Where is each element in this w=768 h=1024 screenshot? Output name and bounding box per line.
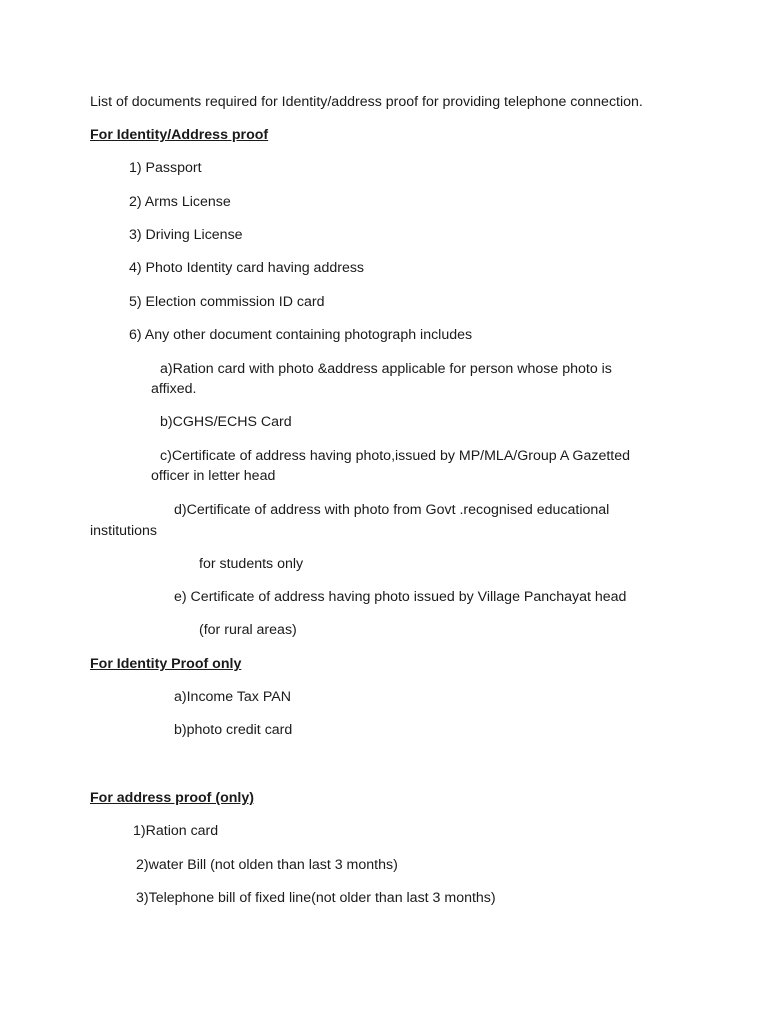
sub-item-b: b)CGHS/ECHS Card [160, 414, 292, 430]
sub-item-c: c)Certificate of address having photo,issued by MP/MLA/Group A Gazetted [160, 448, 631, 464]
list-item: 4) Photo Identity card having address [129, 260, 365, 276]
sub-item-a: a)Ration card with photo &address applicable for person whose photo is [160, 361, 612, 377]
list-item: 3) Driving License [129, 227, 243, 243]
list-item: 2) Arms License [129, 194, 231, 210]
section-heading-identity-only: For Identity Proof only [90, 656, 242, 672]
intro-text: List of documents required for Identity/address proof for providing telephone connection. [90, 94, 643, 110]
list-item: 1)Ration card [133, 823, 219, 839]
list-item: 2)water Bill (not olden than last 3 months) [136, 857, 398, 873]
list-item: a)Income Tax PAN [174, 689, 291, 705]
sub-item-a-continued: affixed. [151, 381, 197, 397]
list-item: b)photo credit card [174, 722, 293, 738]
sub-item-e-note: (for rural areas) [199, 622, 297, 638]
list-item: 5) Election commission ID card [129, 294, 325, 310]
list-item: 1) Passport [129, 160, 202, 176]
sub-item-d-note: for students only [199, 556, 304, 572]
sub-item-c-continued: officer in letter head [151, 468, 276, 484]
list-item: 3)Telephone bill of fixed line(not older than last 3 months) [136, 890, 496, 906]
section-heading-identity-address: For Identity/Address proof [90, 127, 269, 143]
list-item: 6) Any other document containing photograph includes [129, 327, 473, 343]
sub-item-d: d)Certificate of address with photo from Govt .recognised educational [174, 502, 610, 518]
sub-item-e: e) Certificate of address having photo issued by Village Panchayat head [174, 589, 627, 605]
sub-item-d-continued: institutions [90, 523, 158, 539]
section-heading-address-only: For address proof (only) [90, 790, 254, 806]
